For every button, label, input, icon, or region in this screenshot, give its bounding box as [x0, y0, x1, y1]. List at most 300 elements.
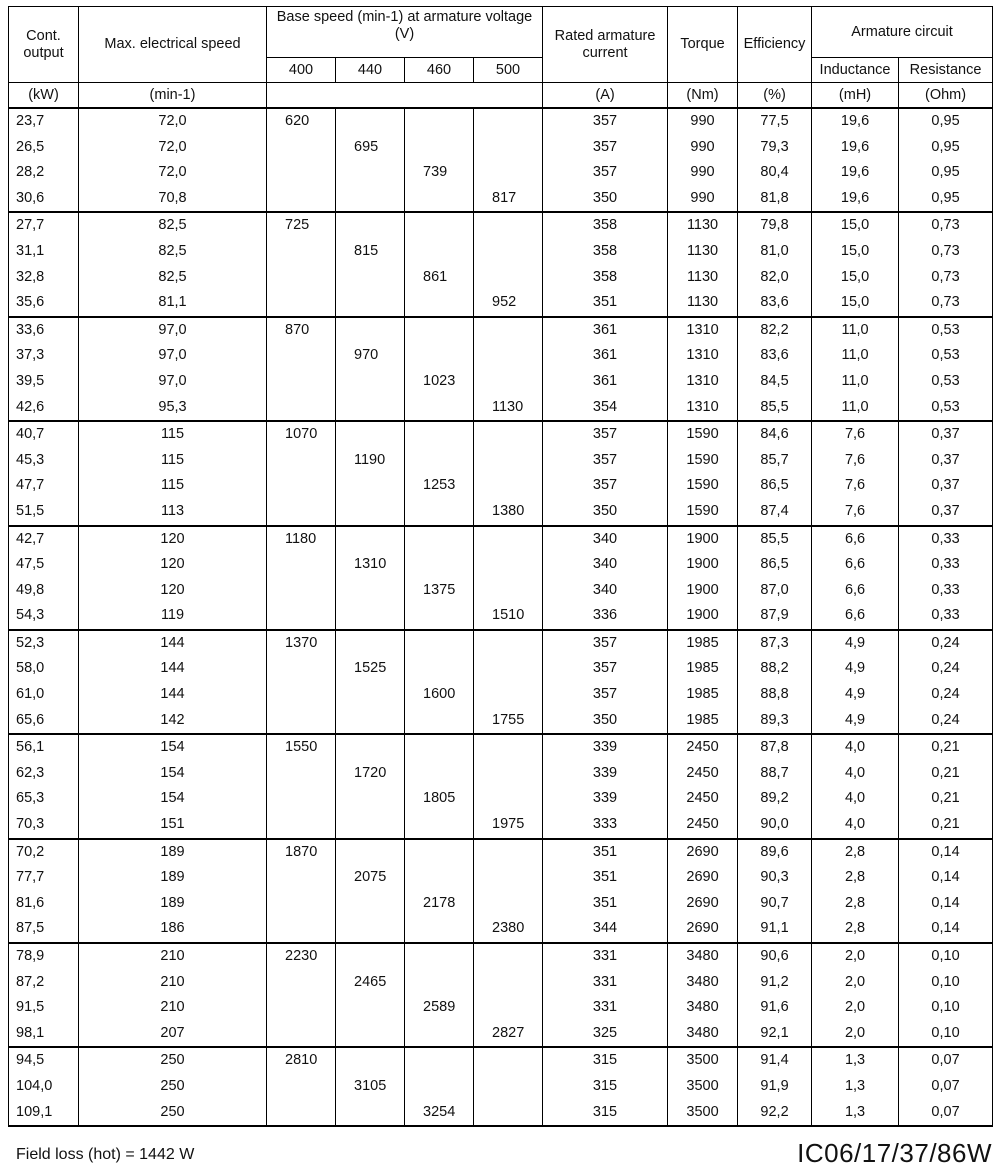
cell-efficiency: 79,3 — [738, 135, 812, 161]
cell-inductance: 2,8 — [812, 891, 899, 917]
cell-base-speed-440: 2075 — [336, 865, 405, 891]
cell-output: 51,5 — [9, 499, 79, 526]
cell-base-speed-400 — [267, 656, 336, 682]
cell-efficiency: 81,0 — [738, 239, 812, 265]
cell-base-speed-500 — [474, 239, 543, 265]
header-voltage-440: 440 — [336, 58, 405, 83]
cell-base-speed-460: 1375 — [405, 578, 474, 604]
cell-resistance: 0,37 — [899, 448, 993, 474]
cell-efficiency: 90,3 — [738, 865, 812, 891]
cell-resistance: 0,37 — [899, 421, 993, 448]
table-row — [9, 1100, 993, 1127]
cell-current: 361 — [543, 317, 668, 344]
cell-resistance: 0,73 — [899, 290, 993, 317]
cell-current: 340 — [543, 526, 668, 553]
cell-efficiency: 79,8 — [738, 212, 812, 239]
cell-base-speed-400: 1370 — [267, 630, 336, 657]
cell-inductance: 2,8 — [812, 916, 899, 943]
cell-base-speed-460 — [405, 448, 474, 474]
cell-base-speed-460 — [405, 630, 474, 657]
table-row — [9, 135, 993, 161]
cell-output: 109,1 — [9, 1100, 79, 1127]
table-row — [9, 239, 993, 265]
cell-base-speed-460: 1600 — [405, 682, 474, 708]
cell-output: 61,0 — [9, 682, 79, 708]
cell-base-speed-440 — [336, 160, 405, 186]
cell-base-speed-500: 1755 — [474, 708, 543, 735]
motor-data-table — [8, 6, 993, 1127]
cell-torque: 2690 — [668, 839, 738, 866]
cell-base-speed-500 — [474, 761, 543, 787]
cell-efficiency: 87,8 — [738, 734, 812, 761]
cell-efficiency: 87,4 — [738, 499, 812, 526]
cell-output: 32,8 — [9, 265, 79, 291]
cell-output: 39,5 — [9, 369, 79, 395]
cell-torque: 990 — [668, 186, 738, 213]
cell-base-speed-440 — [336, 1047, 405, 1074]
cell-efficiency: 82,2 — [738, 317, 812, 344]
cell-base-speed-440 — [336, 473, 405, 499]
cell-current: 357 — [543, 656, 668, 682]
cell-efficiency: 91,9 — [738, 1074, 812, 1100]
cell-max-speed: 154 — [79, 734, 267, 761]
table-row — [9, 448, 993, 474]
table-row — [9, 186, 993, 213]
cell-base-speed-460 — [405, 761, 474, 787]
cell-base-speed-460 — [405, 1074, 474, 1100]
cell-base-speed-440 — [336, 526, 405, 553]
table-header — [9, 7, 993, 109]
header-base-speed: Base speed (min-1) at armature voltage (V) — [267, 7, 543, 58]
cell-base-speed-460 — [405, 212, 474, 239]
cell-base-speed-460: 1253 — [405, 473, 474, 499]
cell-resistance: 0,37 — [899, 499, 993, 526]
cell-base-speed-440 — [336, 916, 405, 943]
cell-efficiency: 92,2 — [738, 1100, 812, 1127]
cell-base-speed-500 — [474, 448, 543, 474]
cell-base-speed-440 — [336, 839, 405, 866]
cell-output: 42,7 — [9, 526, 79, 553]
motor-group — [9, 526, 993, 630]
cell-current: 350 — [543, 499, 668, 526]
cell-current: 354 — [543, 395, 668, 422]
unit-speed: (min-1) — [79, 83, 267, 109]
cell-efficiency: 87,9 — [738, 603, 812, 630]
cell-torque: 1130 — [668, 239, 738, 265]
cell-inductance: 19,6 — [812, 186, 899, 213]
cell-efficiency: 87,0 — [738, 578, 812, 604]
cell-current: 357 — [543, 108, 668, 135]
unit-base-speed — [267, 83, 543, 109]
cell-base-speed-460: 739 — [405, 160, 474, 186]
cell-torque: 3480 — [668, 995, 738, 1021]
cell-base-speed-400 — [267, 603, 336, 630]
cell-efficiency: 91,2 — [738, 970, 812, 996]
cell-base-speed-460 — [405, 135, 474, 161]
cell-efficiency: 85,5 — [738, 526, 812, 553]
cell-torque: 1985 — [668, 656, 738, 682]
cell-output: 56,1 — [9, 734, 79, 761]
header-voltage-400: 400 — [267, 58, 336, 83]
cell-max-speed: 120 — [79, 552, 267, 578]
cell-resistance: 0,73 — [899, 212, 993, 239]
cell-base-speed-460: 3254 — [405, 1100, 474, 1127]
cell-max-speed: 82,5 — [79, 239, 267, 265]
cell-base-speed-440: 2465 — [336, 970, 405, 996]
cell-inductance: 6,6 — [812, 526, 899, 553]
cell-resistance: 0,14 — [899, 891, 993, 917]
cell-output: 35,6 — [9, 290, 79, 317]
cell-output: 94,5 — [9, 1047, 79, 1074]
cell-output: 33,6 — [9, 317, 79, 344]
cell-efficiency: 89,6 — [738, 839, 812, 866]
cell-resistance: 0,14 — [899, 839, 993, 866]
cell-output: 52,3 — [9, 630, 79, 657]
cell-base-speed-460 — [405, 734, 474, 761]
cell-base-speed-440 — [336, 1021, 405, 1048]
cell-current: 357 — [543, 421, 668, 448]
document-code: IC06/17/37/86W — [797, 1138, 992, 1168]
cell-base-speed-500 — [474, 786, 543, 812]
cell-torque: 1310 — [668, 343, 738, 369]
cell-max-speed: 120 — [79, 578, 267, 604]
cell-max-speed: 210 — [79, 970, 267, 996]
cell-base-speed-440: 815 — [336, 239, 405, 265]
cell-base-speed-460 — [405, 186, 474, 213]
table-row — [9, 865, 993, 891]
cell-current: 339 — [543, 786, 668, 812]
motor-group — [9, 943, 993, 1047]
cell-max-speed: 142 — [79, 708, 267, 735]
cell-output: 87,2 — [9, 970, 79, 996]
cell-base-speed-400 — [267, 395, 336, 422]
motor-group — [9, 839, 993, 943]
cell-base-speed-460 — [405, 839, 474, 866]
cell-max-speed: 97,0 — [79, 369, 267, 395]
cell-inductance: 4,9 — [812, 682, 899, 708]
cell-base-speed-440 — [336, 290, 405, 317]
cell-torque: 2450 — [668, 734, 738, 761]
cell-output: 47,5 — [9, 552, 79, 578]
cell-current: 315 — [543, 1100, 668, 1127]
cell-inductance: 4,9 — [812, 708, 899, 735]
cell-base-speed-400 — [267, 761, 336, 787]
cell-base-speed-500 — [474, 970, 543, 996]
cell-resistance: 0,53 — [899, 317, 993, 344]
cell-torque: 1130 — [668, 212, 738, 239]
unit-efficiency: (%) — [738, 83, 812, 109]
cell-inductance: 11,0 — [812, 343, 899, 369]
cell-base-speed-460 — [405, 343, 474, 369]
cell-torque: 3480 — [668, 970, 738, 996]
unit-inductance: (mH) — [812, 83, 899, 109]
cell-inductance: 11,0 — [812, 369, 899, 395]
cell-output: 31,1 — [9, 239, 79, 265]
cell-output: 77,7 — [9, 865, 79, 891]
cell-current: 350 — [543, 186, 668, 213]
cell-resistance: 0,33 — [899, 578, 993, 604]
cell-base-speed-440: 1720 — [336, 761, 405, 787]
header-max-speed: Max. electrical speed — [79, 7, 267, 83]
cell-base-speed-400 — [267, 1021, 336, 1048]
cell-output: 81,6 — [9, 891, 79, 917]
cell-resistance: 0,21 — [899, 812, 993, 839]
cell-base-speed-400: 1180 — [267, 526, 336, 553]
table-row — [9, 891, 993, 917]
cell-current: 315 — [543, 1047, 668, 1074]
cell-efficiency: 89,2 — [738, 786, 812, 812]
cell-output: 62,3 — [9, 761, 79, 787]
cell-base-speed-440 — [336, 578, 405, 604]
cell-base-speed-400: 1070 — [267, 421, 336, 448]
cell-resistance: 0,07 — [899, 1047, 993, 1074]
cell-inductance: 4,0 — [812, 734, 899, 761]
cell-output: 23,7 — [9, 108, 79, 135]
cell-torque: 1310 — [668, 395, 738, 422]
cell-torque: 1310 — [668, 369, 738, 395]
cell-resistance: 0,10 — [899, 943, 993, 970]
cell-base-speed-500 — [474, 369, 543, 395]
cell-max-speed: 189 — [79, 839, 267, 866]
cell-base-speed-400: 620 — [267, 108, 336, 135]
cell-torque: 1985 — [668, 630, 738, 657]
cell-base-speed-460 — [405, 970, 474, 996]
cell-base-speed-500 — [474, 682, 543, 708]
cell-efficiency: 85,5 — [738, 395, 812, 422]
cell-base-speed-460 — [405, 395, 474, 422]
cell-base-speed-440 — [336, 630, 405, 657]
cell-resistance: 0,14 — [899, 865, 993, 891]
cell-efficiency: 77,5 — [738, 108, 812, 135]
unit-output: (kW) — [9, 83, 79, 109]
cell-base-speed-400 — [267, 186, 336, 213]
cell-torque: 1590 — [668, 448, 738, 474]
cell-max-speed: 72,0 — [79, 160, 267, 186]
cell-max-speed: 189 — [79, 865, 267, 891]
cell-base-speed-440 — [336, 265, 405, 291]
cell-current: 331 — [543, 995, 668, 1021]
cell-current: 357 — [543, 160, 668, 186]
cell-current: 331 — [543, 943, 668, 970]
cell-base-speed-460: 1805 — [405, 786, 474, 812]
cell-current: 351 — [543, 865, 668, 891]
cell-inductance: 11,0 — [812, 395, 899, 422]
cell-base-speed-500 — [474, 734, 543, 761]
cell-current: 350 — [543, 708, 668, 735]
cell-torque: 3500 — [668, 1047, 738, 1074]
cell-output: 91,5 — [9, 995, 79, 1021]
header-resistance: Resistance — [899, 58, 993, 83]
cell-max-speed: 154 — [79, 761, 267, 787]
cell-resistance: 0,33 — [899, 552, 993, 578]
cell-efficiency: 92,1 — [738, 1021, 812, 1048]
cell-base-speed-440 — [336, 812, 405, 839]
cell-resistance: 0,10 — [899, 1021, 993, 1048]
cell-base-speed-400 — [267, 473, 336, 499]
table-row — [9, 578, 993, 604]
cell-current: 358 — [543, 265, 668, 291]
cell-current: 325 — [543, 1021, 668, 1048]
cell-base-speed-440 — [336, 1100, 405, 1127]
cell-base-speed-400 — [267, 499, 336, 526]
cell-current: 357 — [543, 630, 668, 657]
cell-output: 70,3 — [9, 812, 79, 839]
table-row — [9, 317, 993, 344]
cell-efficiency: 90,6 — [738, 943, 812, 970]
cell-torque: 1900 — [668, 578, 738, 604]
cell-resistance: 0,24 — [899, 656, 993, 682]
table-row — [9, 552, 993, 578]
cell-base-speed-400 — [267, 552, 336, 578]
cell-max-speed: 186 — [79, 916, 267, 943]
table-row — [9, 108, 993, 135]
cell-efficiency: 84,6 — [738, 421, 812, 448]
cell-base-speed-500 — [474, 1074, 543, 1100]
cell-base-speed-400 — [267, 343, 336, 369]
cell-base-speed-400 — [267, 865, 336, 891]
cell-base-speed-400: 1550 — [267, 734, 336, 761]
cell-torque: 1590 — [668, 499, 738, 526]
unit-torque: (Nm) — [668, 83, 738, 109]
cell-output: 65,3 — [9, 786, 79, 812]
cell-inductance: 1,3 — [812, 1100, 899, 1127]
header-voltage-500: 500 — [474, 58, 543, 83]
cell-efficiency: 87,3 — [738, 630, 812, 657]
cell-base-speed-400: 870 — [267, 317, 336, 344]
cell-inductance: 2,0 — [812, 995, 899, 1021]
cell-current: 340 — [543, 578, 668, 604]
cell-resistance: 0,95 — [899, 160, 993, 186]
cell-inductance: 15,0 — [812, 212, 899, 239]
cell-inductance: 15,0 — [812, 239, 899, 265]
motor-group — [9, 1047, 993, 1126]
cell-base-speed-460 — [405, 552, 474, 578]
cell-base-speed-440 — [336, 212, 405, 239]
cell-output: 65,6 — [9, 708, 79, 735]
cell-base-speed-460: 861 — [405, 265, 474, 291]
cell-max-speed: 119 — [79, 603, 267, 630]
cell-base-speed-460: 1023 — [405, 369, 474, 395]
cell-base-speed-500 — [474, 630, 543, 657]
cell-inductance: 15,0 — [812, 265, 899, 291]
table-row — [9, 970, 993, 996]
cell-max-speed: 207 — [79, 1021, 267, 1048]
cell-base-speed-400 — [267, 708, 336, 735]
cell-inductance: 7,6 — [812, 499, 899, 526]
cell-base-speed-460 — [405, 708, 474, 735]
cell-base-speed-400: 1870 — [267, 839, 336, 866]
cell-torque: 990 — [668, 160, 738, 186]
cell-base-speed-500: 2827 — [474, 1021, 543, 1048]
table-row — [9, 1047, 993, 1074]
cell-base-speed-440: 3105 — [336, 1074, 405, 1100]
cell-base-speed-460 — [405, 865, 474, 891]
cell-torque: 1985 — [668, 682, 738, 708]
cell-base-speed-460 — [405, 656, 474, 682]
cell-efficiency: 86,5 — [738, 473, 812, 499]
cell-torque: 1900 — [668, 552, 738, 578]
cell-current: 336 — [543, 603, 668, 630]
cell-inductance: 4,9 — [812, 630, 899, 657]
cell-base-speed-440: 695 — [336, 135, 405, 161]
cell-base-speed-500: 1510 — [474, 603, 543, 630]
cell-output: 49,8 — [9, 578, 79, 604]
header-voltage-460: 460 — [405, 58, 474, 83]
cell-inductance: 6,6 — [812, 578, 899, 604]
cell-base-speed-500 — [474, 212, 543, 239]
table-row — [9, 395, 993, 422]
table-row — [9, 734, 993, 761]
cell-current: 351 — [543, 839, 668, 866]
cell-current: 351 — [543, 290, 668, 317]
cell-base-speed-500 — [474, 343, 543, 369]
motor-group — [9, 108, 993, 212]
cell-max-speed: 115 — [79, 448, 267, 474]
cell-base-speed-400 — [267, 265, 336, 291]
table-row — [9, 603, 993, 630]
cell-inductance: 15,0 — [812, 290, 899, 317]
cell-base-speed-400 — [267, 578, 336, 604]
cell-resistance: 0,24 — [899, 682, 993, 708]
cell-torque: 2450 — [668, 761, 738, 787]
cell-torque: 2450 — [668, 786, 738, 812]
cell-base-speed-500 — [474, 552, 543, 578]
cell-current: 357 — [543, 135, 668, 161]
cell-max-speed: 144 — [79, 682, 267, 708]
cell-output: 87,5 — [9, 916, 79, 943]
table-row — [9, 839, 993, 866]
cell-output: 37,3 — [9, 343, 79, 369]
cell-max-speed: 151 — [79, 812, 267, 839]
cell-max-speed: 97,0 — [79, 343, 267, 369]
cell-base-speed-400 — [267, 1100, 336, 1127]
cell-max-speed: 72,0 — [79, 108, 267, 135]
cell-base-speed-460 — [405, 1047, 474, 1074]
cell-max-speed: 210 — [79, 995, 267, 1021]
cell-base-speed-500 — [474, 578, 543, 604]
cell-max-speed: 113 — [79, 499, 267, 526]
cell-base-speed-440 — [336, 708, 405, 735]
cell-resistance: 0,24 — [899, 630, 993, 657]
cell-base-speed-500: 817 — [474, 186, 543, 213]
cell-resistance: 0,07 — [899, 1074, 993, 1100]
cell-current: 344 — [543, 916, 668, 943]
cell-current: 361 — [543, 343, 668, 369]
cell-base-speed-400 — [267, 290, 336, 317]
header-efficiency: Efficiency — [738, 7, 812, 83]
cell-inductance: 4,0 — [812, 761, 899, 787]
cell-base-speed-400: 725 — [267, 212, 336, 239]
cell-resistance: 0,33 — [899, 603, 993, 630]
cell-output: 70,2 — [9, 839, 79, 866]
cell-output: 58,0 — [9, 656, 79, 682]
cell-torque: 3480 — [668, 1021, 738, 1048]
table-row — [9, 499, 993, 526]
cell-base-speed-500 — [474, 839, 543, 866]
cell-inductance: 7,6 — [812, 448, 899, 474]
cell-torque: 1985 — [668, 708, 738, 735]
cell-torque: 1590 — [668, 421, 738, 448]
table-row — [9, 343, 993, 369]
cell-inductance: 2,8 — [812, 865, 899, 891]
cell-torque: 990 — [668, 135, 738, 161]
cell-torque: 3500 — [668, 1074, 738, 1100]
cell-max-speed: 210 — [79, 943, 267, 970]
cell-base-speed-440 — [336, 891, 405, 917]
cell-base-speed-440: 1310 — [336, 552, 405, 578]
cell-base-speed-500 — [474, 473, 543, 499]
cell-current: 339 — [543, 761, 668, 787]
